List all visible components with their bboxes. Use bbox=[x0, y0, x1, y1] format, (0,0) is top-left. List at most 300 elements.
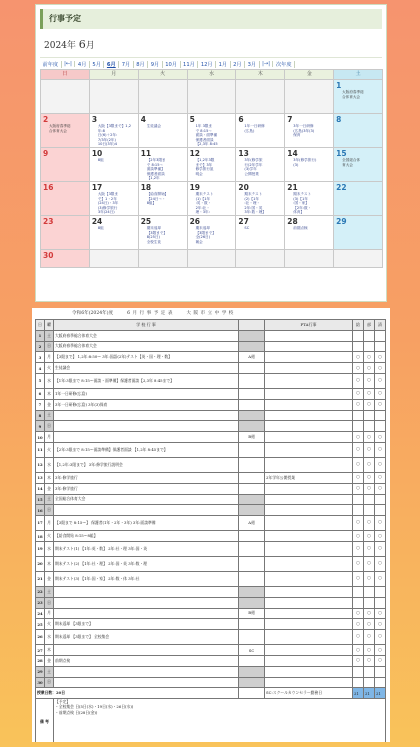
table-row bbox=[36, 608, 386, 619]
event-cell: 【3限まで 8:15〜】 保護者(1年・2年・3年) 3年:面談準備 bbox=[54, 516, 239, 531]
table-row bbox=[36, 597, 386, 608]
day-number: 15 bbox=[336, 149, 347, 158]
calendar-event-text[interactable]: 大阪【3限まで】1,2年:8 bbox=[97, 124, 132, 133]
club-check bbox=[364, 677, 375, 688]
pta-cell bbox=[265, 645, 353, 656]
club-check: ○ bbox=[364, 363, 375, 374]
calendar-event-text[interactable]: 大阪府春季総 bbox=[49, 124, 71, 128]
calendar-event-text[interactable]: 全国総合体 bbox=[342, 158, 361, 162]
lunch-check: ○ bbox=[353, 373, 364, 388]
week-type-cell bbox=[239, 666, 265, 677]
calendar-event-text[interactable]: 3年:数・理】 bbox=[244, 210, 266, 215]
calendar-event-text[interactable]: 明会 bbox=[195, 171, 203, 176]
class-days: 授業日数：20日 bbox=[36, 688, 239, 699]
day-cell: 9 bbox=[36, 421, 45, 432]
calendar-event-text[interactable]: 朝会 bbox=[195, 239, 203, 244]
weekday-cell: 木 bbox=[45, 556, 54, 571]
week-type-cell: B週 bbox=[239, 432, 265, 443]
day-number: 9 bbox=[43, 149, 49, 158]
clean-check bbox=[375, 586, 386, 597]
table-row bbox=[36, 677, 386, 688]
clean-check: ○ bbox=[375, 541, 386, 556]
week-type-cell bbox=[239, 442, 265, 457]
day-cell: 17 bbox=[36, 516, 45, 531]
calendar-day-cell[interactable] bbox=[139, 114, 188, 148]
club-check bbox=[364, 421, 375, 432]
calendar-event-text[interactable]: 【24日〜・ bbox=[146, 196, 166, 201]
day-cell: 27 bbox=[36, 645, 45, 656]
calendar-event-text[interactable]: 7/3年(2年) bbox=[97, 137, 116, 142]
clean-check: ○ bbox=[375, 608, 386, 619]
calendar-event-text[interactable]: 面談・面準備 bbox=[195, 133, 218, 138]
day-cell: 29 bbox=[36, 666, 45, 677]
month-nav-link[interactable]: 9月 bbox=[148, 61, 163, 68]
table-row bbox=[36, 472, 386, 483]
calendar-day-cell[interactable] bbox=[41, 182, 90, 216]
month-nav-link[interactable]: 次年度 bbox=[273, 61, 295, 68]
club-check bbox=[364, 330, 375, 341]
day-cell: 26 bbox=[36, 630, 45, 645]
calendar-event-text[interactable]: で】1・2年 bbox=[97, 196, 117, 201]
calendar-event-text[interactable]: 【2年:数・ bbox=[293, 205, 312, 210]
calendar-day-cell[interactable] bbox=[41, 80, 90, 114]
calendar-day-cell[interactable] bbox=[285, 148, 334, 182]
calendar-event-text[interactable]: 【2年3限ま bbox=[146, 158, 166, 162]
month-heading bbox=[44, 38, 386, 51]
calendar-event-text[interactable]: (3)【1年 bbox=[293, 196, 308, 201]
weekday-header: 木 bbox=[236, 70, 285, 80]
calendar-event-text[interactable]: 育大会 bbox=[342, 162, 353, 167]
calendar-event-text[interactable]: 3年(修学旅行) bbox=[293, 158, 317, 162]
event-cell bbox=[54, 421, 239, 432]
calendar-event-text[interactable]: 【3限まで】 bbox=[195, 230, 216, 235]
month-nav-link[interactable]: 12月 bbox=[198, 61, 216, 68]
table-row bbox=[36, 505, 386, 516]
calendar-event-text[interactable]: 理・3年: bbox=[195, 210, 210, 215]
day-number: 6 bbox=[238, 115, 244, 124]
calendar-event-text[interactable]: (1)【1年 bbox=[195, 196, 211, 201]
day-cell: 10 bbox=[36, 432, 45, 443]
table-row bbox=[36, 619, 386, 630]
calendar-event-text[interactable]: 8(25日) bbox=[146, 235, 160, 240]
calendar-day-cell[interactable] bbox=[285, 182, 334, 216]
calendar-event-text[interactable]: 修学旅行説 bbox=[195, 167, 214, 172]
weekday-cell: 金 bbox=[45, 655, 54, 666]
calendar-day-cell[interactable] bbox=[285, 80, 334, 114]
table-row bbox=[36, 373, 386, 388]
month-nav-link[interactable]: |→| bbox=[260, 61, 274, 67]
pta-cell: 2年学年公開授業 bbox=[265, 472, 353, 483]
fiscal-year: 令和6年(2024年)度 bbox=[72, 311, 114, 316]
table-row bbox=[36, 399, 386, 410]
week-type-cell bbox=[239, 388, 265, 399]
schedule-document bbox=[32, 308, 390, 742]
calendar-day-cell[interactable] bbox=[188, 216, 237, 250]
pta-cell bbox=[265, 571, 353, 586]
calendar-event-text[interactable]: SC bbox=[244, 226, 250, 230]
calendar-event-text[interactable]: 大阪【3限ま bbox=[97, 192, 119, 196]
lunch-check: ○ bbox=[353, 483, 364, 494]
sc-label: SC:スクールカウンセラー勤務日 bbox=[265, 688, 353, 699]
table-row bbox=[36, 352, 386, 363]
pta-cell bbox=[265, 457, 353, 472]
calendar-event-text[interactable]: 10日(3年)4 bbox=[97, 142, 117, 147]
calendar-day-cell[interactable] bbox=[90, 148, 139, 182]
calendar-day-cell[interactable] bbox=[334, 114, 383, 148]
col-weekday: 曜 bbox=[45, 320, 54, 331]
day-number: 16 bbox=[43, 183, 54, 192]
weekday-cell: 土 bbox=[45, 330, 54, 341]
day-number: 20 bbox=[238, 183, 249, 192]
calendar-day-cell[interactable] bbox=[334, 250, 383, 268]
week-type-cell: A週 bbox=[239, 352, 265, 363]
day-cell: 19 bbox=[36, 541, 45, 556]
table-row bbox=[36, 410, 386, 421]
day-cell: 18 bbox=[36, 531, 45, 542]
calendar-event-text[interactable]: 1年一日研修 bbox=[244, 124, 265, 128]
week-type-cell bbox=[239, 531, 265, 542]
club-check: ○ bbox=[364, 608, 375, 619]
month-nav-link[interactable]: 5月 bbox=[90, 61, 105, 68]
day-number: 13 bbox=[238, 149, 249, 158]
calendar-event-text[interactable]: (3) bbox=[293, 162, 299, 167]
calendar-event-text[interactable]: で 8:15〜 bbox=[195, 128, 212, 133]
calendar-event-text[interactable]: 2年:国・英 bbox=[244, 205, 263, 210]
calendar-event-text[interactable]: 【2,3年 8:45 bbox=[195, 142, 218, 147]
calendar-event-text[interactable]: 期末テスト bbox=[244, 192, 263, 196]
calendar-day-cell[interactable] bbox=[334, 80, 383, 114]
club-check: ○ bbox=[364, 352, 375, 363]
calendar-event-text[interactable]: 行)2年学年 bbox=[244, 162, 263, 167]
clean-check: ○ bbox=[375, 619, 386, 630]
calendar-day-cell[interactable] bbox=[188, 114, 237, 148]
panel-title: 行事予定 bbox=[40, 9, 382, 29]
day-cell: 28 bbox=[36, 655, 45, 666]
day-number: 29 bbox=[336, 217, 347, 226]
calendar-day-cell[interactable] bbox=[236, 80, 285, 114]
clean-check: ○ bbox=[375, 373, 386, 388]
calendar-day-cell[interactable] bbox=[236, 216, 285, 250]
calendar-day-cell[interactable] bbox=[41, 216, 90, 250]
calendar-day-cell[interactable] bbox=[334, 182, 383, 216]
weekday-cell: 水 bbox=[45, 373, 54, 388]
calendar-event-text[interactable]: 8組 bbox=[97, 158, 104, 162]
event-cell: 生徒議会 bbox=[54, 363, 239, 374]
lunch-check: ○ bbox=[353, 352, 364, 363]
col-club: 部 bbox=[364, 320, 375, 331]
lunch-check bbox=[353, 410, 364, 421]
col-clean: 清 bbox=[375, 320, 386, 331]
calendar-event-text[interactable]: 【3限まで】 bbox=[146, 230, 167, 235]
calendar-event-text[interactable]: 2年:社・ bbox=[195, 205, 210, 210]
week-type-cell bbox=[239, 341, 265, 352]
day-cell: 11 bbox=[36, 442, 45, 457]
week-type-cell bbox=[239, 597, 265, 608]
month-nav-link[interactable]: 3月 bbox=[245, 61, 260, 68]
table-row bbox=[36, 630, 386, 645]
clean-check: ○ bbox=[375, 472, 386, 483]
calendar-event-text[interactable]: 期末テスト bbox=[195, 192, 214, 196]
footer-note-row bbox=[36, 699, 386, 742]
calendar-event-text[interactable]: 3年(修学旅 bbox=[244, 158, 263, 162]
week-type-cell bbox=[239, 556, 265, 571]
club-check bbox=[364, 505, 375, 516]
club-check: ○ bbox=[364, 531, 375, 542]
day-number: 10 bbox=[91, 149, 103, 158]
note-label: 備 考 bbox=[36, 699, 54, 742]
pta-cell bbox=[265, 341, 353, 352]
calendar-event-text[interactable]: 大阪府春季総 bbox=[342, 90, 364, 94]
day-cell: 7 bbox=[36, 399, 45, 410]
calendar-event-text[interactable]: まで】3年 bbox=[195, 162, 213, 167]
calendar-day-cell[interactable] bbox=[139, 80, 188, 114]
week-type-cell bbox=[239, 655, 265, 666]
calendar-event-text[interactable]: (2)【1年 bbox=[244, 196, 259, 201]
lunch-count: 21 bbox=[353, 688, 364, 699]
event-cell bbox=[54, 432, 239, 443]
calendar-event-text[interactable]: 保護者面談 bbox=[195, 137, 214, 142]
calendar-event-text[interactable]: 期末返却 bbox=[146, 226, 162, 230]
calendar-event-text[interactable]: 【1,2年 bbox=[146, 176, 160, 181]
lunch-check bbox=[353, 330, 364, 341]
club-check bbox=[364, 586, 375, 597]
calendar-event-text[interactable]: 8組】 bbox=[146, 201, 157, 206]
lunch-check: ○ bbox=[353, 556, 364, 571]
calendar-event-text[interactable]: 全(26日) bbox=[195, 235, 211, 240]
pta-cell bbox=[265, 597, 353, 608]
lunch-check bbox=[353, 505, 364, 516]
weekday-header: 日 bbox=[41, 70, 90, 80]
event-cell: 全国総合体育大会 bbox=[54, 494, 239, 505]
calendar-event-text[interactable]: :英・数・ bbox=[195, 201, 212, 206]
day-number: 12 bbox=[189, 149, 200, 158]
month-nav-link[interactable]: 2月 bbox=[231, 61, 246, 68]
day-number: 27 bbox=[238, 217, 249, 226]
club-check bbox=[364, 666, 375, 677]
calendar-day-cell[interactable] bbox=[41, 250, 90, 268]
calendar-day-cell[interactable] bbox=[41, 148, 90, 182]
table-row bbox=[36, 556, 386, 571]
club-check: ○ bbox=[364, 373, 375, 388]
calendar-event-text[interactable]: :社・理・ bbox=[244, 201, 261, 206]
calendar-day-cell[interactable] bbox=[139, 148, 188, 182]
month-nav-link[interactable]: 8月 bbox=[134, 61, 149, 68]
calendar-event-text[interactable]: 【給食開始】 bbox=[146, 192, 169, 196]
weekday-cell: 土 bbox=[45, 494, 54, 505]
weekday-header: 水 bbox=[188, 70, 237, 80]
day-number: 21 bbox=[287, 183, 298, 192]
table-row bbox=[36, 432, 386, 443]
day-cell: 3 bbox=[36, 352, 45, 363]
lunch-check: ○ bbox=[353, 457, 364, 472]
table-row bbox=[36, 457, 386, 472]
day-cell: 4 bbox=[36, 363, 45, 374]
club-check: ○ bbox=[364, 457, 375, 472]
month-nav-link[interactable]: 10月 bbox=[163, 61, 181, 68]
club-check bbox=[364, 341, 375, 352]
calendar-day-cell[interactable] bbox=[188, 80, 237, 114]
week-type-cell bbox=[239, 619, 265, 630]
month-suffix: 月 bbox=[85, 41, 95, 51]
day-number: 23 bbox=[43, 217, 54, 226]
club-check: ○ bbox=[364, 388, 375, 399]
calendar-day-cell[interactable] bbox=[90, 250, 139, 268]
lunch-check: ○ bbox=[353, 388, 364, 399]
event-cell bbox=[54, 645, 239, 656]
calendar-day-cell[interactable] bbox=[139, 250, 188, 268]
calendar-event-text[interactable]: 1年 3限ま bbox=[195, 124, 213, 128]
month-nav-link[interactable]: 前年度 bbox=[40, 61, 62, 68]
calendar-event-text[interactable]: (24日)・3年 bbox=[97, 201, 119, 206]
calendar-day-cell[interactable] bbox=[236, 250, 285, 268]
calendar-day-cell[interactable] bbox=[334, 216, 383, 250]
event-cell bbox=[54, 505, 239, 516]
calendar-event-text[interactable]: 前期点検 bbox=[293, 226, 308, 230]
month-number: 6 bbox=[78, 38, 86, 51]
calendar-event-text[interactable]: (3)学年 bbox=[244, 167, 257, 172]
month-nav-link[interactable]: 1月 bbox=[216, 61, 231, 68]
calendar-day-cell[interactable] bbox=[236, 114, 285, 148]
calendar-event-text[interactable]: (広島)3年(3) bbox=[293, 128, 315, 133]
table-row bbox=[36, 388, 386, 399]
event-cell: 3年一日研修(広島) 3年(3)保育 bbox=[54, 399, 239, 410]
calendar-day-cell[interactable] bbox=[90, 216, 139, 250]
week-type-cell bbox=[239, 457, 265, 472]
calendar-day-cell[interactable] bbox=[236, 182, 285, 216]
calendar-event-text[interactable]: 3年一日研修 bbox=[293, 124, 314, 128]
lunch-check: ○ bbox=[353, 608, 364, 619]
calendar-day-cell[interactable] bbox=[236, 148, 285, 182]
calendar-event-text[interactable]: 日(6)＋2年: bbox=[97, 133, 118, 138]
pta-cell bbox=[265, 505, 353, 516]
calendar-event-text[interactable]: 期末テスト bbox=[293, 192, 312, 196]
clean-check: ○ bbox=[375, 352, 386, 363]
table-header-row bbox=[36, 320, 386, 331]
week-type-cell bbox=[239, 630, 265, 645]
week-type-cell bbox=[239, 410, 265, 421]
club-check: ○ bbox=[364, 472, 375, 483]
calendar-event-text[interactable]: 保護者面談 bbox=[146, 171, 165, 176]
weekday-cell: 木 bbox=[45, 472, 54, 483]
calendar-event-text[interactable]: 【1,2年3限 bbox=[195, 158, 215, 162]
lunch-check: ○ bbox=[353, 432, 364, 443]
pta-cell bbox=[265, 410, 353, 421]
calendar-event-text[interactable]: 合体育大会 bbox=[49, 128, 67, 133]
pta-cell bbox=[265, 516, 353, 531]
col-school-events: 学 校 行 事 bbox=[54, 320, 239, 331]
calendar-event-text[interactable]: 全校生徒 bbox=[146, 239, 162, 244]
clean-check: ○ bbox=[375, 399, 386, 410]
document-header bbox=[32, 308, 390, 318]
calendar-day-cell[interactable] bbox=[285, 114, 334, 148]
calendar-day-cell[interactable] bbox=[334, 148, 383, 182]
pta-cell bbox=[265, 630, 353, 645]
month-nav-link[interactable]: |←| bbox=[62, 61, 76, 67]
lunch-check: ○ bbox=[353, 630, 364, 645]
clean-check bbox=[375, 666, 386, 677]
clean-check: ○ bbox=[375, 531, 386, 542]
calendar-day-cell[interactable] bbox=[188, 182, 237, 216]
calendar-event-text[interactable]: で 8:15〜 bbox=[146, 162, 164, 167]
week-type-cell bbox=[239, 571, 265, 586]
calendar-event-text[interactable]: 3年(24日) bbox=[97, 210, 115, 215]
table-row bbox=[36, 494, 386, 505]
clean-check: ○ bbox=[375, 483, 386, 494]
calendar-day-cell[interactable] bbox=[285, 216, 334, 250]
day-number: 18 bbox=[140, 183, 152, 192]
table-row bbox=[36, 655, 386, 666]
day-cell: 23 bbox=[36, 597, 45, 608]
week-type-cell bbox=[239, 494, 265, 505]
clean-check bbox=[375, 597, 386, 608]
month-nav-link[interactable]: 6月 bbox=[104, 61, 119, 68]
club-check: ○ bbox=[364, 432, 375, 443]
calendar-day-cell[interactable] bbox=[90, 114, 139, 148]
day-cell: 8 bbox=[36, 410, 45, 421]
clean-check bbox=[375, 341, 386, 352]
month-nav-link[interactable]: 11月 bbox=[181, 61, 199, 68]
calendar-day-cell[interactable] bbox=[285, 250, 334, 268]
club-check: ○ bbox=[364, 619, 375, 630]
lunch-check: ○ bbox=[353, 619, 364, 630]
day-number: 28 bbox=[287, 217, 298, 226]
table-row bbox=[36, 516, 386, 531]
weekday-cell: 火 bbox=[45, 363, 54, 374]
lunch-check bbox=[353, 494, 364, 505]
pta-cell bbox=[265, 442, 353, 457]
calendar-day-cell[interactable] bbox=[139, 182, 188, 216]
weekday-header: 土 bbox=[334, 70, 383, 80]
calendar-event-text[interactable]: 面談準備】 bbox=[146, 167, 165, 172]
day-cell: 21 bbox=[36, 571, 45, 586]
calendar-day-cell[interactable] bbox=[139, 216, 188, 250]
calendar-day-cell[interactable] bbox=[90, 80, 139, 114]
clean-check: ○ bbox=[375, 630, 386, 645]
calendar-event-text[interactable]: 生徒議会 bbox=[146, 124, 162, 128]
month-nav-link[interactable]: 4月 bbox=[75, 61, 90, 68]
table-row bbox=[36, 330, 386, 341]
calendar-event-text[interactable]: (3)修学旅行 bbox=[97, 205, 118, 210]
calendar-event-text[interactable]: 保育 bbox=[293, 133, 301, 138]
month-nav-link[interactable]: 7月 bbox=[119, 61, 134, 68]
calendar-event-text[interactable]: 公開授業 bbox=[244, 171, 259, 176]
calendar-day-cell[interactable] bbox=[90, 182, 139, 216]
lunch-check bbox=[353, 677, 364, 688]
day-cell: 5 bbox=[36, 373, 45, 388]
footer-blank bbox=[239, 688, 265, 699]
calendar-event-text[interactable]: 合体育大会 bbox=[342, 94, 361, 99]
calendar-event-text[interactable]: 期末返却 bbox=[195, 226, 210, 230]
clean-check bbox=[375, 505, 386, 516]
day-cell: 24 bbox=[36, 608, 45, 619]
club-check: ○ bbox=[364, 442, 375, 457]
calendar-day-cell[interactable] bbox=[188, 250, 237, 268]
club-check: ○ bbox=[364, 399, 375, 410]
calendar-event-text[interactable]: 体育】 bbox=[293, 210, 305, 215]
calendar-grid bbox=[40, 69, 383, 268]
event-cell: 3年:修学旅行 bbox=[54, 483, 239, 494]
day-cell: 15 bbox=[36, 494, 45, 505]
calendar-event-text[interactable]: (広島) bbox=[244, 128, 255, 133]
weekday-cell: 金 bbox=[45, 483, 54, 494]
calendar-event-text[interactable]: :国・家】 bbox=[293, 201, 309, 206]
calendar-day-cell[interactable] bbox=[188, 148, 237, 182]
table-row bbox=[36, 341, 386, 352]
calendar-day-cell[interactable] bbox=[41, 114, 90, 148]
clean-check: ○ bbox=[375, 363, 386, 374]
calendar-event-text[interactable]: 8組 bbox=[97, 226, 104, 230]
day-cell: 16 bbox=[36, 505, 45, 516]
